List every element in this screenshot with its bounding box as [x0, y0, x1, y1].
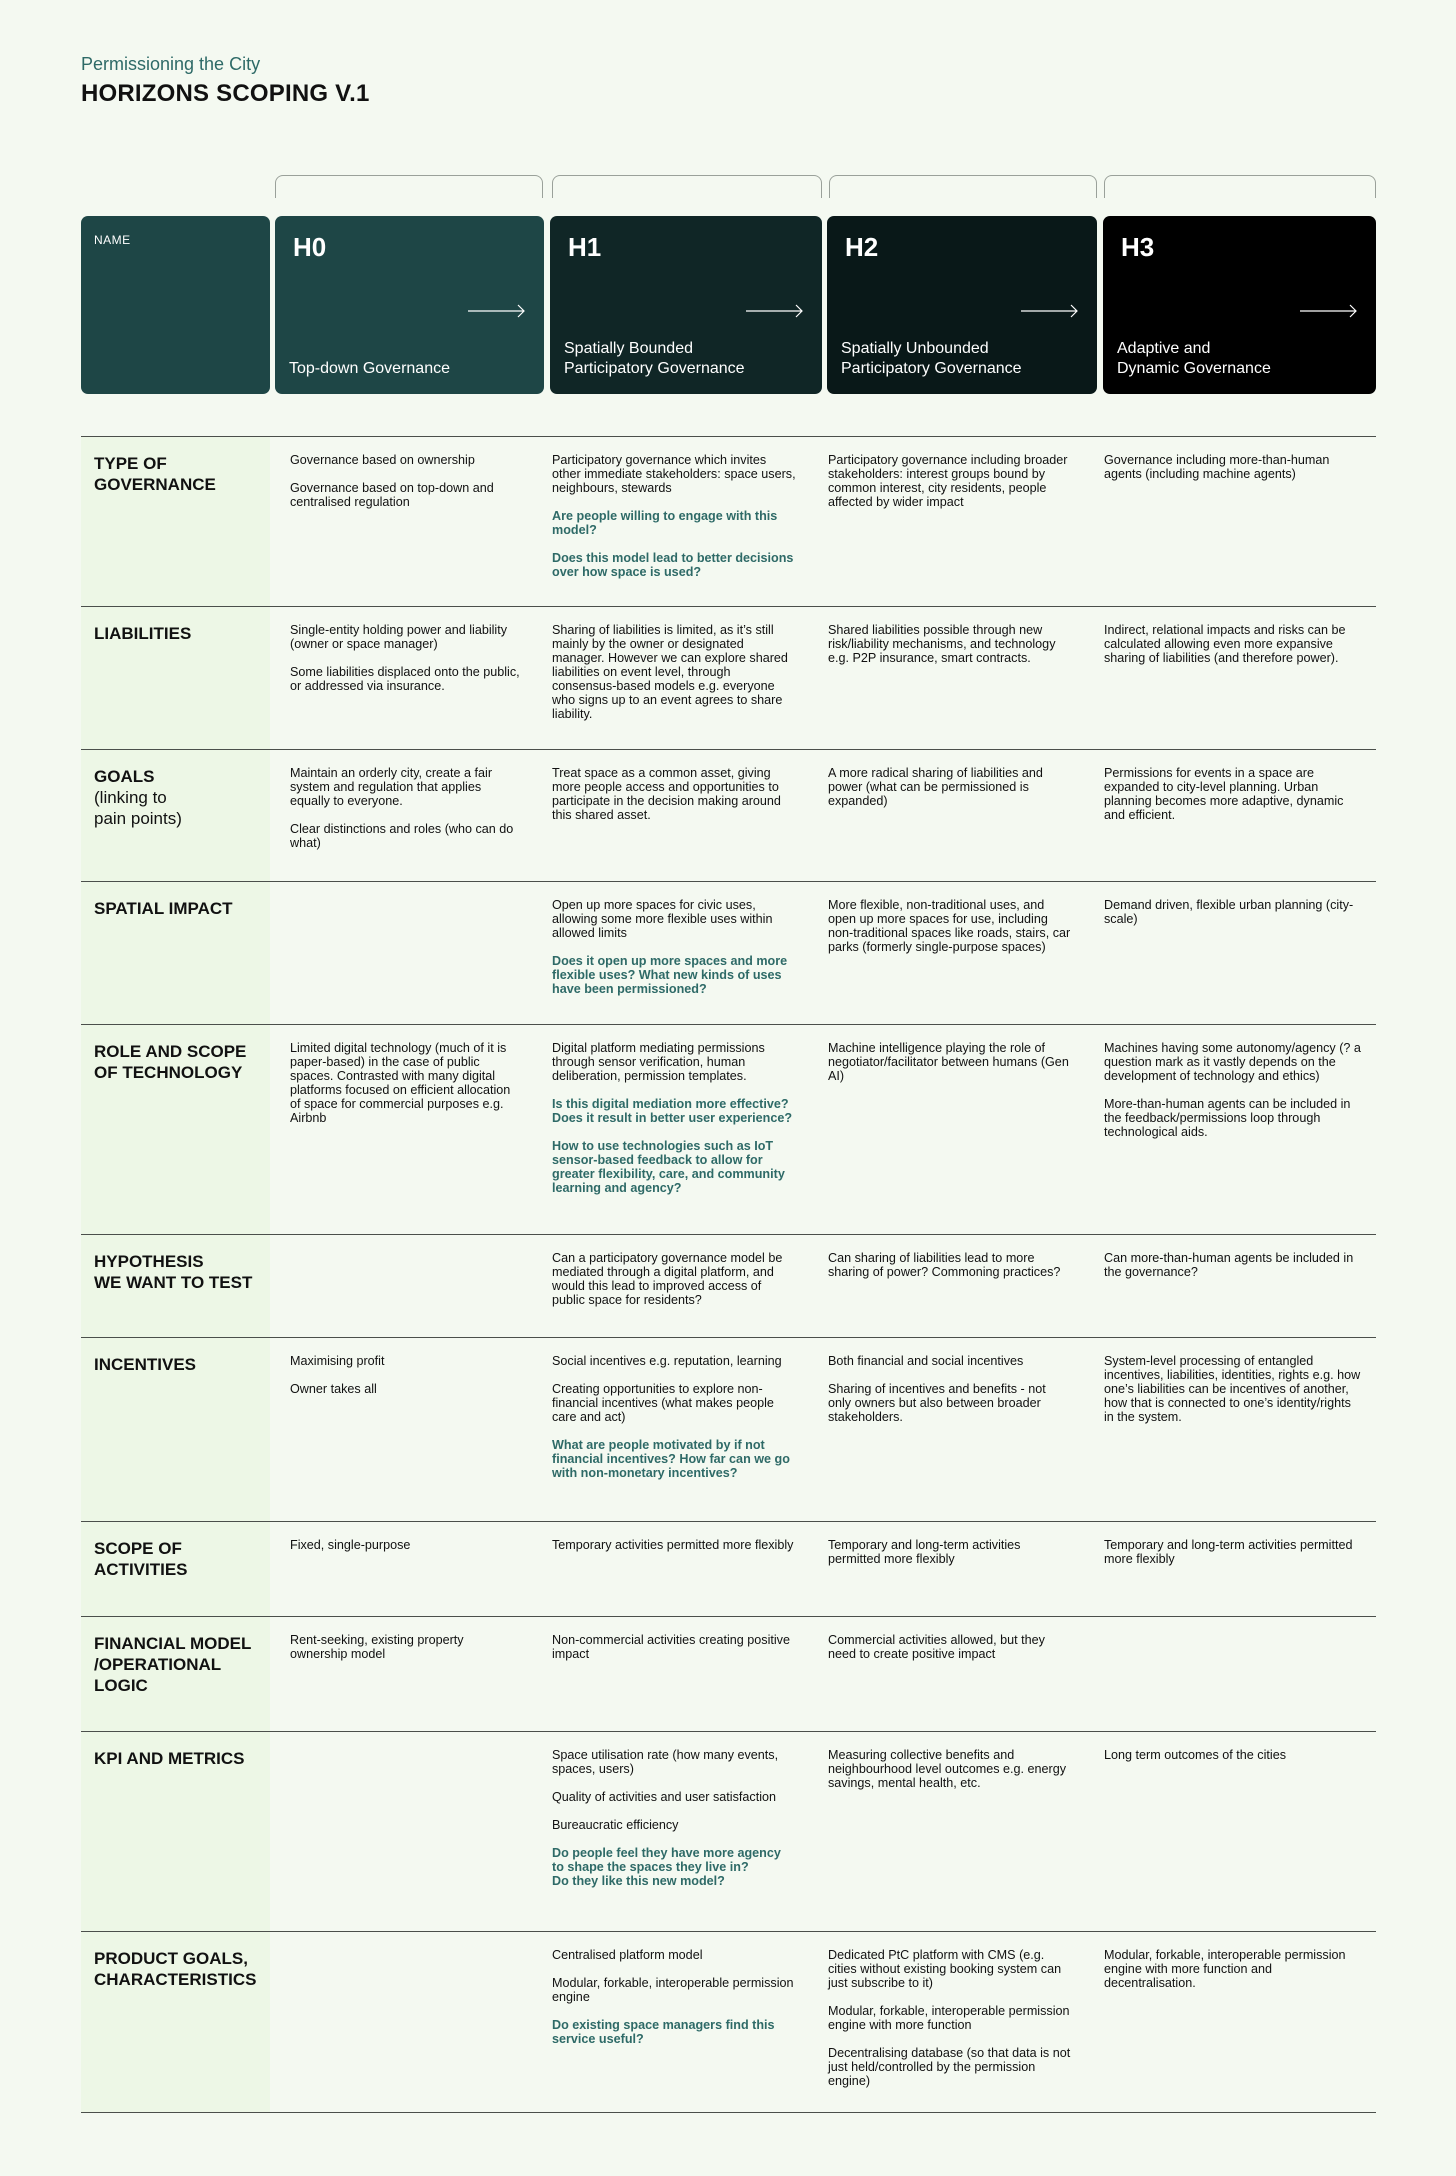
table-row — [81, 436, 1376, 606]
cell-h0 — [270, 1617, 532, 1731]
horizon-card-h1 — [550, 216, 822, 394]
arrow-right-icon — [1300, 304, 1358, 318]
cell-h0 — [270, 607, 532, 749]
cell-question: What are people motivated by if not financial incentives? How far can we go with non-monetary incentives? — [552, 1438, 790, 1480]
cell-h3 — [1084, 1235, 1376, 1337]
bracket-h3 — [1104, 175, 1376, 198]
cell-h0 — [270, 1732, 532, 1931]
cell-text: System-level processing of entangled incentives, liabilities, identities, rights e.g. how one’s liabilities can be incentives of another, how that is connected to one’s identity/rights in the system. — [1104, 1354, 1361, 1424]
cell-h3 — [1084, 750, 1376, 881]
cell-h2 — [808, 1025, 1084, 1234]
cell-h0 — [270, 1235, 532, 1337]
row-heading-text: PRODUCT GOALS, CHARACTERISTICS — [94, 1949, 257, 1989]
cell-h0 — [270, 750, 532, 881]
cell-question: Does it open up more spaces and more flexible uses? What new kinds of uses have been permissioned? — [552, 954, 788, 996]
cell-h1 — [532, 1025, 808, 1234]
cell-question: Are people willing to engage with this model? — [552, 509, 778, 537]
cell-h1 — [532, 607, 808, 749]
row-heading-text: GOALS — [94, 767, 155, 786]
cell-text: Owner takes all — [290, 1382, 377, 1396]
horizon-card-h0 — [275, 216, 544, 394]
bracket-h1 — [552, 175, 822, 198]
cell-h1 — [532, 750, 808, 881]
horizons-table — [81, 436, 1376, 2113]
row-heading — [81, 607, 270, 749]
horizon-code: H1 — [568, 232, 602, 262]
cell-question: Do people feel they have more agency to shape the spaces they live in? Do they like this new model? — [552, 1846, 781, 1888]
table-row — [81, 1234, 1376, 1337]
cell-h3 — [1084, 1732, 1376, 1931]
cell-h0 — [270, 1025, 532, 1234]
row-heading — [81, 750, 270, 881]
table-row — [81, 749, 1376, 881]
row-heading — [81, 1932, 270, 2112]
cell-question: Is this digital mediation more effective? Does it result in better user experience? — [552, 1097, 793, 1125]
cell-text: Can a participatory governance model be mediated through a digital platform, and would this lead to improved access of public space for residents? — [552, 1251, 783, 1307]
cell-h1 — [532, 437, 808, 606]
cell-h2 — [808, 1235, 1084, 1337]
table-row — [81, 1521, 1376, 1616]
row-heading-text: TYPE OF GOVERNANCE — [94, 454, 216, 494]
cell-h2 — [808, 1932, 1084, 2112]
cell-text: Governance based on top-down and centralised regulation — [290, 481, 494, 509]
cell-text: Indirect, relational impacts and risks can be calculated allowing even more expansive sharing of liabilities (and therefore power). — [1104, 623, 1346, 665]
cell-text: Social incentives e.g. reputation, learning — [552, 1354, 782, 1368]
document-subtitle: Permissioning the City — [81, 54, 261, 74]
row-heading-subtext: (linking to pain points) — [94, 788, 182, 828]
cell-text: Treat space as a common asset, giving more people access and opportunities to participate in the decision making around this shared asset. — [552, 766, 781, 822]
horizon-code: H0 — [293, 232, 327, 262]
cell-text: Modular, forkable, interoperable permission engine — [552, 1976, 794, 2004]
name-card — [81, 216, 270, 394]
cell-text: Temporary and long-term activities permitted more flexibly — [1104, 1538, 1353, 1566]
row-heading — [81, 1732, 270, 1931]
row-heading — [81, 1235, 270, 1337]
cell-text: Shared liabilities possible through new risk/liability mechanisms, and technology e.g. P2P insurance, smart contracts. — [828, 623, 1056, 665]
horizon-code: H2 — [845, 232, 879, 262]
cell-text: Temporary and long-term activities permitted more flexibly — [828, 1538, 1021, 1566]
row-heading-text: FINANCIAL MODEL /OPERATIONAL LOGIC — [94, 1634, 252, 1695]
row-heading-text: ROLE AND SCOPE OF TECHNOLOGY — [94, 1042, 247, 1082]
cell-h1 — [532, 1338, 808, 1521]
cell-text: Permissions for events in a space are expanded to city-level planning. Urban planning becomes more adaptive, dynamic and efficient. — [1104, 766, 1344, 822]
cell-text: Machines having some autonomy/agency (? a question mark as it vastly depends on the development of technology and ethics) — [1104, 1041, 1361, 1083]
arrow-right-icon — [468, 304, 526, 318]
cell-text: More flexible, non-traditional uses, and open up more spaces for use, including non-traditional spaces like roads, stairs, car parks (formerly single-purpose spaces) — [828, 898, 1071, 954]
cell-h3 — [1084, 1338, 1376, 1521]
cell-h0 — [270, 1522, 532, 1616]
cell-text: Participatory governance which invites other immediate stakeholders: space users, neighbours, stewards — [552, 453, 796, 495]
table-row — [81, 881, 1376, 1024]
arrow-right-icon — [1021, 304, 1079, 318]
table-row — [81, 1731, 1376, 1931]
cell-h2 — [808, 1617, 1084, 1731]
cell-text: Measuring collective benefits and neighbourhood level outcomes e.g. energy savings, mental health, etc. — [828, 1748, 1067, 1790]
cell-h1 — [532, 1522, 808, 1616]
cell-text: Maximising profit — [290, 1354, 385, 1368]
horizon-label: Spatially Bounded Participatory Governance — [564, 340, 745, 377]
bracket-h0 — [275, 175, 543, 198]
cell-text: Participatory governance including broader stakeholders: interest groups bound by common interest, city residents, people affected by wider impact — [828, 453, 1068, 509]
cell-text: Centralised platform model — [552, 1948, 703, 1962]
cell-h3 — [1084, 882, 1376, 1024]
cell-question: Do existing space managers find this service useful? — [552, 2018, 775, 2046]
cell-text: Dedicated PtC platform with CMS (e.g. cities without existing booking system can just subscribe to it) — [828, 1948, 1062, 1990]
cell-h0 — [270, 437, 532, 606]
cell-h2 — [808, 1522, 1084, 1616]
cell-h0 — [270, 1338, 532, 1521]
horizon-card-h2 — [827, 216, 1097, 394]
cell-text: Quality of activities and user satisfaction — [552, 1790, 776, 1804]
cell-text: Single-entity holding power and liability (owner or space manager) — [290, 623, 508, 651]
row-heading-text: KPI AND METRICS — [94, 1749, 245, 1768]
cell-h3 — [1084, 1025, 1376, 1234]
document-title: HORIZONS SCOPING V.1 — [81, 80, 370, 107]
row-heading — [81, 1522, 270, 1616]
cell-text: Rent-seeking, existing property ownership model — [290, 1633, 464, 1661]
cell-text: Creating opportunities to explore non-financial incentives (what makes people care and act) — [552, 1382, 774, 1424]
cell-text: Digital platform mediating permissions through sensor verification, human deliberation, permission templates. — [552, 1041, 765, 1083]
row-heading — [81, 437, 270, 606]
row-heading-text: LIABILITIES — [94, 624, 192, 643]
cell-text: Long term outcomes of the cities — [1104, 1748, 1287, 1762]
cell-text: Machine intelligence playing the role of negotiator/facilitator between humans (Gen AI) — [828, 1041, 1069, 1083]
table-row — [81, 1616, 1376, 1731]
cell-text: Can sharing of liabilities lead to more sharing of power? Commoning practices? — [828, 1251, 1061, 1279]
table-row — [81, 1337, 1376, 1521]
cell-text: Decentralising database (so that data is not just held/controlled by the permission engine) — [828, 2046, 1071, 2088]
cell-text: Sharing of liabilities is limited, as it’s still mainly by the owner or designated manager. However we can explore shared liabilities on event level, through consensus-based models e.g. everyone who signs up to an event agrees to share liability. — [552, 623, 788, 721]
cell-h2 — [808, 882, 1084, 1024]
row-heading-text: SPATIAL IMPACT — [94, 899, 233, 918]
cell-h2 — [808, 750, 1084, 881]
row-heading-text: INCENTIVES — [94, 1355, 197, 1374]
cell-h0 — [270, 1932, 532, 2112]
cell-text: Clear distinctions and roles (who can do what) — [290, 822, 514, 850]
cell-text: Temporary activities permitted more flexibly — [552, 1538, 794, 1552]
row-heading-text: HYPOTHESIS WE WANT TO TEST — [94, 1252, 253, 1292]
cell-text: Some liabilities displaced onto the public, or addressed via insurance. — [290, 665, 520, 693]
cell-text: Sharing of incentives and benefits - not only owners but also between broader stakeholders. — [828, 1382, 1046, 1424]
table-row — [81, 1024, 1376, 1234]
cell-h1 — [532, 1235, 808, 1337]
arrow-right-icon — [746, 304, 804, 318]
cell-text: Governance including more-than-human agents (including machine agents) — [1104, 453, 1330, 481]
cell-text: Space utilisation rate (how many events, spaces, users) — [552, 1748, 779, 1776]
cell-h3 — [1084, 437, 1376, 606]
cell-h1 — [532, 1932, 808, 2112]
row-heading — [81, 882, 270, 1024]
row-heading — [81, 1338, 270, 1521]
horizon-label: Top-down Governance — [289, 360, 450, 377]
cell-h1 — [532, 882, 808, 1024]
cell-text: Open up more spaces for civic uses, allowing some more flexible uses within allowed limits — [552, 898, 773, 940]
table-row — [81, 606, 1376, 749]
cell-text: Bureaucratic efficiency — [552, 1818, 679, 1832]
horizon-card-h3 — [1103, 216, 1376, 394]
cell-text: Demand driven, flexible urban planning (city-scale) — [1104, 898, 1354, 926]
cell-text: Modular, forkable, interoperable permission engine with more function and decentralisation. — [1104, 1948, 1346, 1990]
row-heading — [81, 1025, 270, 1234]
cell-text: Limited digital technology (much of it is paper-based) in the case of public spaces. Contrasted with many digital platforms focused on efficient allocation of space for commercial purposes e.g. Airbnb — [290, 1041, 511, 1125]
cell-question: Does this model lead to better decisions over how space is used? — [552, 551, 794, 579]
cell-text: Both financial and social incentives — [828, 1354, 1024, 1368]
name-card-label: NAME — [94, 233, 131, 247]
cell-h3 — [1084, 1932, 1376, 2112]
row-heading-text: SCOPE OF ACTIVITIES — [94, 1539, 188, 1579]
cell-text: More-than-human agents can be included in the feedback/permissions loop through technological aids. — [1104, 1097, 1351, 1139]
cell-h2 — [808, 1732, 1084, 1931]
horizon-label: Spatially Unbounded Participatory Governance — [841, 340, 1022, 377]
cell-h3 — [1084, 1617, 1376, 1731]
cell-text: Commercial activities allowed, but they need to create positive impact — [828, 1633, 1045, 1661]
cell-h1 — [532, 1732, 808, 1931]
table-row — [81, 1931, 1376, 2113]
cell-text: A more radical sharing of liabilities and power (what can be permissioned is expanded) — [828, 766, 1043, 808]
bracket-h2 — [829, 175, 1097, 198]
cell-question: How to use technologies such as IoT sensor-based feedback to allow for greater flexibility, care, and community learning and agency? — [552, 1139, 785, 1195]
row-heading — [81, 1617, 270, 1731]
cell-h2 — [808, 607, 1084, 749]
horizon-label: Adaptive and Dynamic Governance — [1117, 340, 1271, 377]
cell-h2 — [808, 437, 1084, 606]
cell-h1 — [532, 1617, 808, 1731]
cell-text: Fixed, single-purpose — [290, 1538, 411, 1552]
cell-text: Governance based on ownership — [290, 453, 475, 467]
cell-h3 — [1084, 1522, 1376, 1616]
cell-h3 — [1084, 607, 1376, 749]
cell-text: Maintain an orderly city, create a fair system and regulation that applies equally to everyone. — [290, 766, 493, 808]
cell-text: Non-commercial activities creating positive impact — [552, 1633, 790, 1661]
cell-h2 — [808, 1338, 1084, 1521]
cell-h0 — [270, 882, 532, 1024]
horizon-code: H3 — [1121, 232, 1155, 262]
cell-text: Modular, forkable, interoperable permission engine with more function — [828, 2004, 1070, 2032]
cell-text: Can more-than-human agents be included in the governance? — [1104, 1251, 1354, 1279]
